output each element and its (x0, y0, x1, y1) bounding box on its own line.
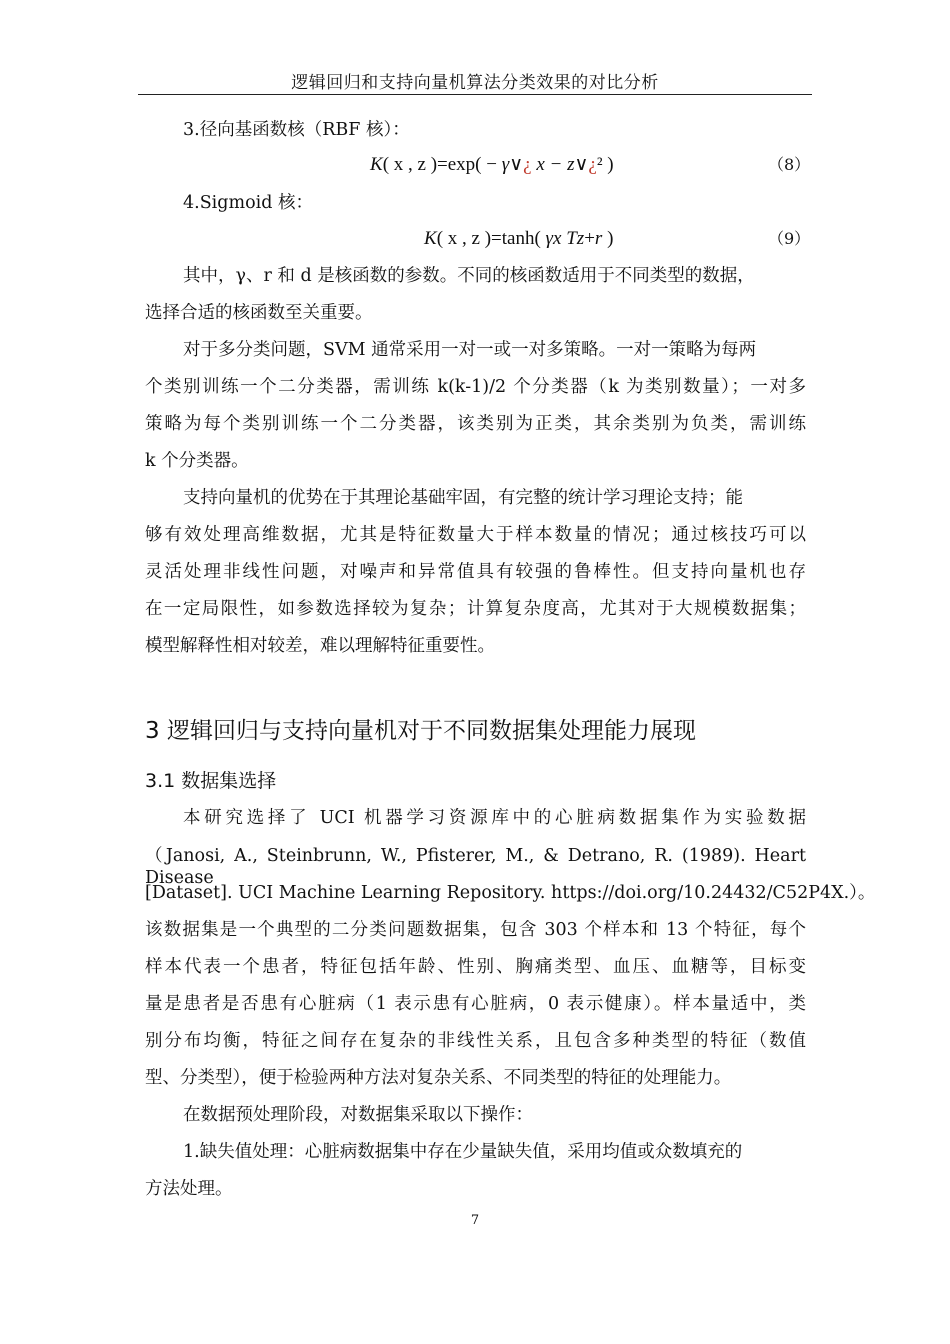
paragraph-line: 支持向量机的优势在于其理论基础牢固，有完整的统计学习理论支持；能 (183, 488, 743, 508)
eq8-q2: ¿ (588, 154, 597, 175)
eq9-r: r (594, 228, 603, 249)
eq8-lhs: K (370, 154, 383, 175)
paragraph-line: 型、分类型），便于检验两种方法对复杂关系、不同类型的特征的处理能力。 (145, 1068, 732, 1088)
equation-9-number: （9） (768, 229, 811, 248)
paragraph-line: 在数据预处理阶段，对数据集采取以下操作： (183, 1105, 533, 1125)
eq8-tail: ² ) (596, 154, 614, 175)
paragraph-line: 够有效处理高维数据，尤其是特征数量大于样本数量的情况；通过核技巧可以 (145, 525, 806, 545)
eq8-or2: ∨ (574, 154, 589, 175)
eq8-q1: ¿ (523, 154, 532, 175)
page-number: 7 (470, 1213, 480, 1228)
paragraph-line: 方法处理。 (145, 1179, 233, 1199)
eq8-or1: ∨ (509, 154, 524, 175)
paragraph-line: 策略为每个类别训练一个二分类器，该类别为正类，其余类别为负类，需训练 (145, 414, 806, 434)
subsection-heading: 3.1 数据集选择 (145, 770, 277, 792)
equation-9 (424, 227, 613, 251)
paragraph-line: 个类别训练一个二分类器，需训练 k(k-1)/2 个分类器（k 为类别数量）；一对多 (145, 377, 806, 397)
paragraph-line: 其中，γ、r 和 d 是核函数的参数。不同的核函数适用于不同类型的数据， (183, 266, 755, 286)
eq9-body: γx Tz (545, 228, 585, 249)
eq9-plus: + (584, 228, 595, 249)
eq9-lhs: K (424, 228, 437, 249)
eq8-eq: =exp( − (437, 154, 502, 175)
paragraph-line: 模型解释性相对较差，难以理解特征重要性。 (145, 636, 495, 656)
paragraph-line: 灵活处理非线性问题，对噪声和异常值具有较强的鲁棒性。但支持向量机也存 (145, 562, 806, 582)
paragraph-line: 量是患者是否患有心脏病（1 表示患有心脏病，0 表示健康）。样本量适中，类 (145, 994, 806, 1014)
kernel-sigmoid-label: 4.Sigmoid 核： (183, 193, 313, 213)
paragraph-line: （Janosi, A., Steinbrunn, W., Pfisterer, M., & Detrano, R. (1989). Heart Disease (145, 846, 806, 888)
running-header: 逻辑回归和支持向量机算法分类效果的对比分析 (291, 73, 659, 93)
paragraph-line: 1.缺失值处理：心脏病数据集中存在少量缺失值，采用均值或众数填充的 (183, 1142, 743, 1162)
paragraph-line: k 个分类器。 (145, 451, 249, 471)
header-rule (138, 94, 812, 95)
paragraph-line: 在一定局限性，如参数选择较为复杂；计算复杂度高，尤其对于大规模数据集； (145, 599, 806, 619)
paragraph-line: 别分布均衡，特征之间存在复杂的非线性关系，且包含多种类型的特征（数值 (145, 1031, 806, 1051)
equation-8 (370, 153, 614, 177)
paragraph-line: [Dataset]. UCI Machine Learning Repository. https://doi.org/10.24432/C52P4X.）。 (145, 883, 876, 903)
eq9-args: ( x , z ) (436, 228, 492, 249)
paragraph-line: 本研究选择了 UCI 机器学习资源库中的心脏病数据集作为实验数据 (183, 808, 806, 828)
section-heading: 3 逻辑回归与支持向量机对于不同数据集处理能力展现 (145, 718, 696, 744)
eq8-xm: x − z (531, 154, 575, 175)
paragraph-line: 对于多分类问题，SVM 通常采用一对一或一对多策略。一对一策略为每两 (183, 340, 757, 360)
kernel-rbf-label: 3.径向基函数核（RBF 核）： (183, 120, 410, 140)
eq8-args: ( x , z ) (382, 154, 438, 175)
eq8-gamma: γ (501, 154, 510, 175)
eq9-close: ) (602, 228, 614, 249)
eq9-eq: =tanh( (491, 228, 546, 249)
paragraph-line: 样本代表一个患者，特征包括年龄、性别、胸痛类型、血压、血糖等，目标变 (145, 957, 806, 977)
paragraph-line: 该数据集是一个典型的二分类问题数据集，包含 303 个样本和 13 个特征，每个 (145, 920, 806, 940)
paragraph-line: 选择合适的核函数至关重要。 (145, 303, 373, 323)
equation-8-number: （8） (768, 155, 811, 174)
